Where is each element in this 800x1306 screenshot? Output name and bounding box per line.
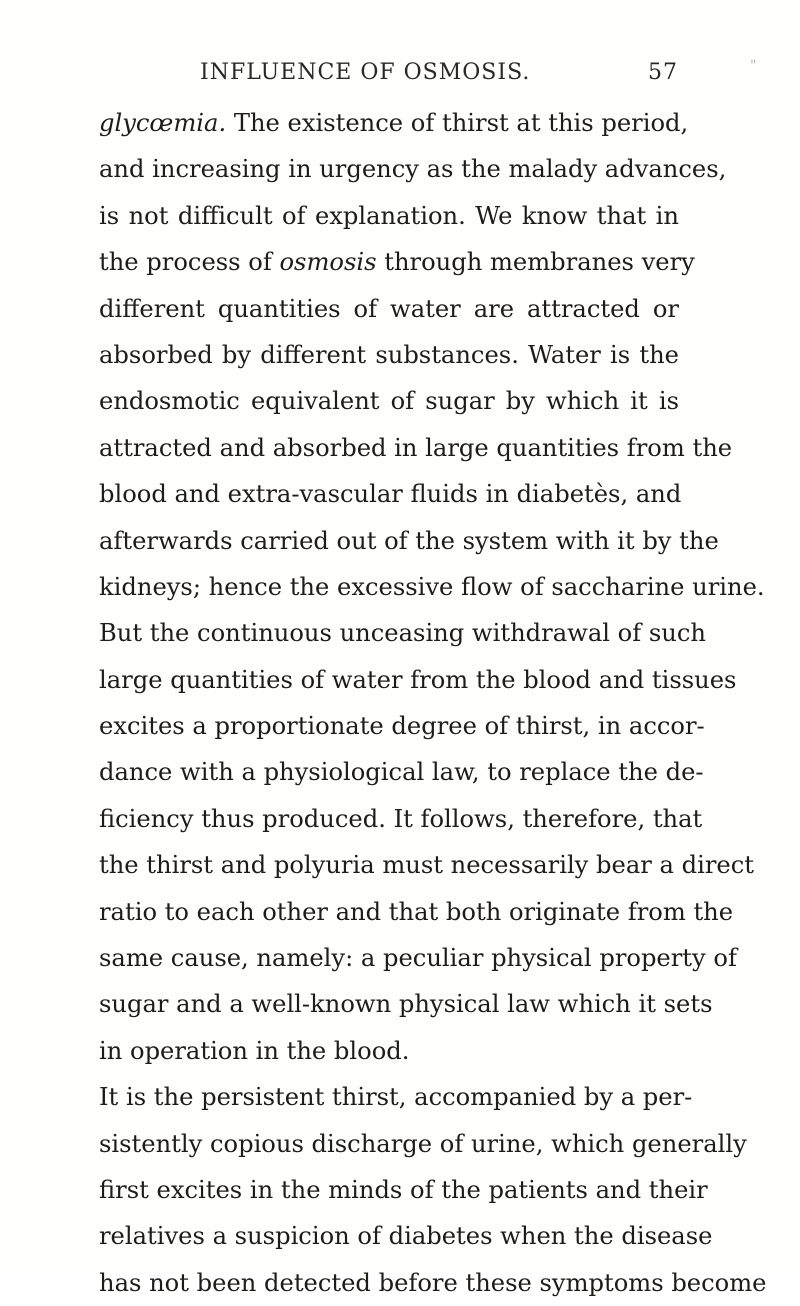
text-line: dance with a physiological law, to replace the de- [99, 758, 704, 787]
text-line: is not difficult of explanation. We know that in [99, 201, 679, 230]
text-line: excites a proportionate degree of thirst, in accor- [99, 712, 705, 741]
italic-term: glycœmia. [99, 109, 227, 137]
text-line: ficiency thus produced. It follows, therefore, that [99, 804, 703, 833]
running-title: INFLUENCE OF OSMOSIS. [200, 60, 531, 85]
text-line: endosmotic equivalent of sugar by which it is [99, 387, 679, 416]
text-line: attracted and absorbed in large quantities from the [99, 433, 733, 462]
text-line: glycœmia. The existence of thirst at this period, [99, 109, 689, 137]
text-line: ratio to each other and that both originate from the [99, 897, 734, 926]
margin-mark: " [750, 58, 757, 74]
text-line: afterwards carried out of the system with it by the [99, 526, 719, 555]
page-number: 57 [648, 60, 678, 85]
text-line: same cause, namely: a peculiar physical property of [99, 944, 737, 973]
text-line: sistently copious discharge of urine, which generally [99, 1129, 747, 1158]
text-line: relatives a suspicion of diabetes when the disease [99, 1222, 713, 1251]
text-line: It is the persistent thirst, accompanied by a per- [99, 1083, 693, 1112]
text-line: in operation in the blood. [99, 1036, 410, 1065]
text-line: the process of osmosis through membranes very [99, 248, 695, 277]
running-header [200, 56, 678, 90]
text-line: large quantities of water from the blood and tissues [99, 665, 737, 694]
text-line: has not been detected before these symptoms become [99, 1268, 767, 1297]
text-line: blood and extra-vascular fluids in diabetès, and [99, 480, 682, 509]
text-line: kidneys; hence the excessive flow of saccharine urine. [99, 572, 765, 601]
italic-term: osmosis [279, 248, 377, 277]
body-text [99, 100, 767, 1306]
text-line: and increasing in urgency as the malady advances, [99, 155, 727, 184]
text-line: absorbed by different substances. Water is the [99, 340, 679, 369]
text-line: But the continuous unceasing withdrawal of such [99, 619, 707, 648]
text-line: sugar and a well-known physical law which it sets [99, 990, 713, 1019]
text-line: different quantities of water are attracted or [99, 294, 679, 323]
text-line: first excites in the minds of the patients and their [99, 1175, 708, 1204]
text-line: the thirst and polyuria must necessarily bear a direct [99, 851, 754, 880]
